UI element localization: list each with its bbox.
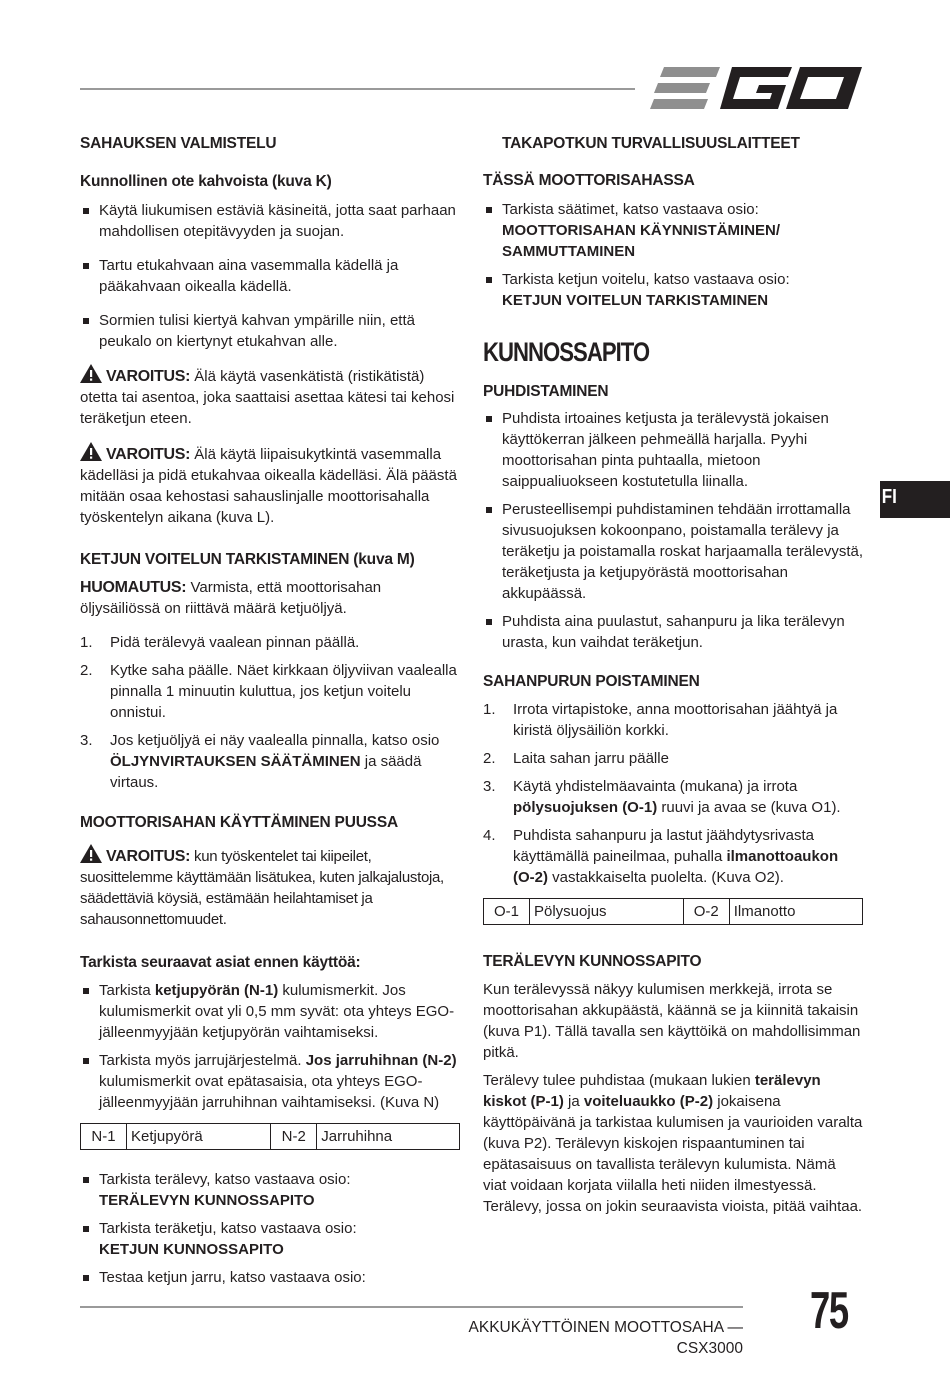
- list-item: Puhdista irtoaines ketjusta ja terälevystä jokaisen käyttökerran jälkeen pehmeällä harjalla. Pyyhi moottorisahan pinta puhtaalla, mietoon saippualiuokseen kostutetulla liinalla.: [483, 408, 863, 492]
- warning-triangle-icon: [80, 364, 102, 383]
- parts-table-n: [80, 1123, 460, 1150]
- list-item: Tartu etukahvaan aina vasemmalla kädellä ja pääkahvaan oikealla kädellä.: [80, 255, 460, 297]
- list-item: Tarkista terälevy, katso vastaava osio: TERÄLEVYN KUNNOSSAPITO: [80, 1169, 460, 1211]
- list-item: Testaa ketjun jarru, katso vastaava osio:: [80, 1267, 460, 1288]
- list-item: Perusteellisempi puhdistaminen tehdään irrottamalla sivusuojuksen kokoonpano, poistamalla terälevy ja teräketju ja poistamalla roskat harjaamalla terälevystä, teräketjusta ja ketjupyörästä moottorisahan akkupäässä.: [483, 499, 863, 604]
- list-item: Tarkista myös jarrujärjestelmä. Jos jarruhihnan (N-2) kulumismerkit ovat epätasaisia, ota yhteys EGO-jälleenmyyjään jarruhihnan vaihtamiseksi. (Kuva N): [80, 1050, 460, 1113]
- warning-2: VAROITUS: Älä käytä liipaisukytkintä vasemmalla kädelläsi ja pidä etukahvaa oikealla kädelläsi. Älä päästä mitään osaa kehostasi sahauslinjalle moottorisahalla työskentelyn aikana (kuva L).: [80, 442, 460, 528]
- warning-3: VAROITUS: kun työskentelet tai kiipeilet, suosittelemme käyttämään lisätukea, kuten jalkajalustoja, säädettäviä köysiä, estämään heilahtamiset ja sahausonnettomuudet.: [80, 844, 460, 930]
- heading-bar-maintenance: TERÄLEVYN KUNNOSSAPITO: [483, 953, 702, 970]
- heading-tree-use: MOOTTORISAHAN KÄYTTÄMINEN PUUSSA: [80, 814, 398, 831]
- paragraph: Kun terälevyssä näkyy kulumisen merkkejä, irrota se moottorisahan akkupäästä, käännä se ja kiinnitä takaisin (kuva P1). Tällä tavalla sen käyttöikä on mahdollisimman pitkä.: [483, 981, 861, 1061]
- heading-cleaning: PUHDISTAMINEN: [483, 383, 609, 400]
- heading-sawdust: SAHANPURUN POISTAMINEN: [483, 673, 700, 690]
- kickback-list: [483, 199, 863, 311]
- list-item: 3. Käytä yhdistelmäavainta (mukana) ja irrota pölysuojuksen (O-1) ruuvi ja avaa se (kuva O1).: [483, 778, 841, 816]
- table-row: O-1 Pölysuojus O-2 Ilmanotto: [484, 899, 863, 925]
- ego-logo: [650, 62, 862, 114]
- list-item: 3. Jos ketjuöljyä ei näy vaalealla pinnalla, katso osio ÖLJYNVIRTAUKSEN SÄÄTÄMINEN ja säädä virtaus.: [80, 732, 440, 791]
- list-item: 2. Kytke saha päälle. Näet kirkkaan öljyviivan vaalealla pinnalla 1 minuutin kuluttua, jos ketjun voitelu onnistui.: [80, 662, 457, 721]
- heading-this-saw: TÄSSÄ MOOTTORISAHASSA: [483, 172, 695, 189]
- lube-steps: [80, 632, 460, 793]
- header-rule: [80, 88, 635, 90]
- list-item: Tarkista ketjun voitelu, katso vastaava osio: KETJUN VOITELUN TARKISTAMINEN: [483, 269, 863, 311]
- list-item: Puhdista aina puulastut, sahanpuru ja lika terälevyn urasta, kun vaihdat teräketjun.: [483, 611, 863, 653]
- table-row: N-1 Ketjupyörä N-2 Jarruhihna: [81, 1124, 460, 1150]
- check-list: [80, 980, 460, 1113]
- note: HUOMAUTUS: Varmista, että moottorisahan öljysäiliössä on riittävä määrä ketjuöljyä.: [80, 579, 382, 617]
- heading-grip: Kunnollinen ote kahvoista (kuva K): [80, 173, 332, 190]
- check-list-2: [80, 1169, 460, 1288]
- right-column: [483, 133, 863, 1217]
- list-item: Käytä liukumisen estäviä käsineitä, jotta saat parhaan mahdollisen otepitävyyden ja suojan.: [80, 200, 460, 242]
- left-column: [80, 133, 460, 1288]
- list-item: Tarkista teräketju, katso vastaava osio: KETJUN KUNNOSSAPITO: [80, 1218, 460, 1260]
- list-item: Tarkista säätimet, katso vastaava osio: MOOTTORISAHAN KÄYNNISTÄMINEN/ SAMMUTTAMINEN: [483, 199, 863, 262]
- grip-list: [80, 200, 460, 352]
- list-item: 2. Laita sahan jarru päälle: [483, 750, 669, 767]
- heading-checks: Tarkista seuraavat asiat ennen käyttöä:: [80, 954, 361, 971]
- list-item: Sormien tulisi kiertyä kahvan ympärille niin, että peukalo on kiertynyt etukahvan alle.: [80, 310, 460, 352]
- heading-sahauksen-valmistelu: SAHAUKSEN VALMISTELU: [80, 135, 277, 152]
- list-item: Tarkista ketjupyörän (N-1) kulumismerkit. Jos kulumismerkit ovat yli 0,5 mm syvät: ota yhteys EGO-jälleenmyyjään ketjupyörän vaihtamiseksi.: [80, 980, 460, 1043]
- list-item: 1. Pidä terälevyä vaalean pinnan päällä.: [80, 634, 360, 651]
- heading-kickback: TAKAPOTKUN TURVALLISUUSLAITTEET: [502, 135, 800, 152]
- warning-triangle-icon: [80, 442, 102, 461]
- cleaning-list: [483, 408, 863, 653]
- warning-1: VAROITUS: Älä käytä vasenkätistä (ristikätistä) otetta tai asentoa, joka saattaisi asettaa kätesi tai kehosi teräketjun eteen.: [80, 364, 460, 429]
- paragraph: Terälevy tulee puhdistaa (mukaan lukien terälevyn kiskot (P-1) ja voiteluaukko (P-2) jokaisena käyttöpäivänä ja tarkistaa kulumisen ja vaurioiden varalta (kuva P2). Terälevyn kiskojen rispaantuminen tai epätasaisuus on tavallista terälevyn kulumista. Nämä viat voidaan korjata viilalla heti niiden ilmestyessä. Terälevy, jossa on jokin seuraavista vioista, pitää vaihtaa.: [483, 1072, 863, 1215]
- list-item: 4. Puhdista sahanpuru ja lastut jäähdytysrivasta käyttämällä paineilmaa, puhalla ilmanottoaukon (O-2) vastakkaiselta puolelta. (Kuva O2).: [483, 827, 839, 886]
- section-title: KUNNOSSAPITO: [483, 337, 650, 367]
- footer-title: AKKUKÄYTTÖINEN MOOTTOSAHA — CSX3000: [468, 1319, 743, 1357]
- warning-triangle-icon: [80, 844, 102, 863]
- heading-chain-lube: KETJUN VOITELUN TARKISTAMINEN (kuva M): [80, 551, 415, 568]
- language-tab: FI: [880, 481, 950, 518]
- parts-table-o: [483, 898, 863, 925]
- page-number: 75: [810, 1282, 848, 1340]
- list-item: 1. Irrota virtapistoke, anna moottorisahan jäähtyä ja kiristä öljysäiliön korkki.: [483, 701, 838, 739]
- sawdust-steps: [483, 699, 863, 888]
- footer-rule: [80, 1306, 743, 1308]
